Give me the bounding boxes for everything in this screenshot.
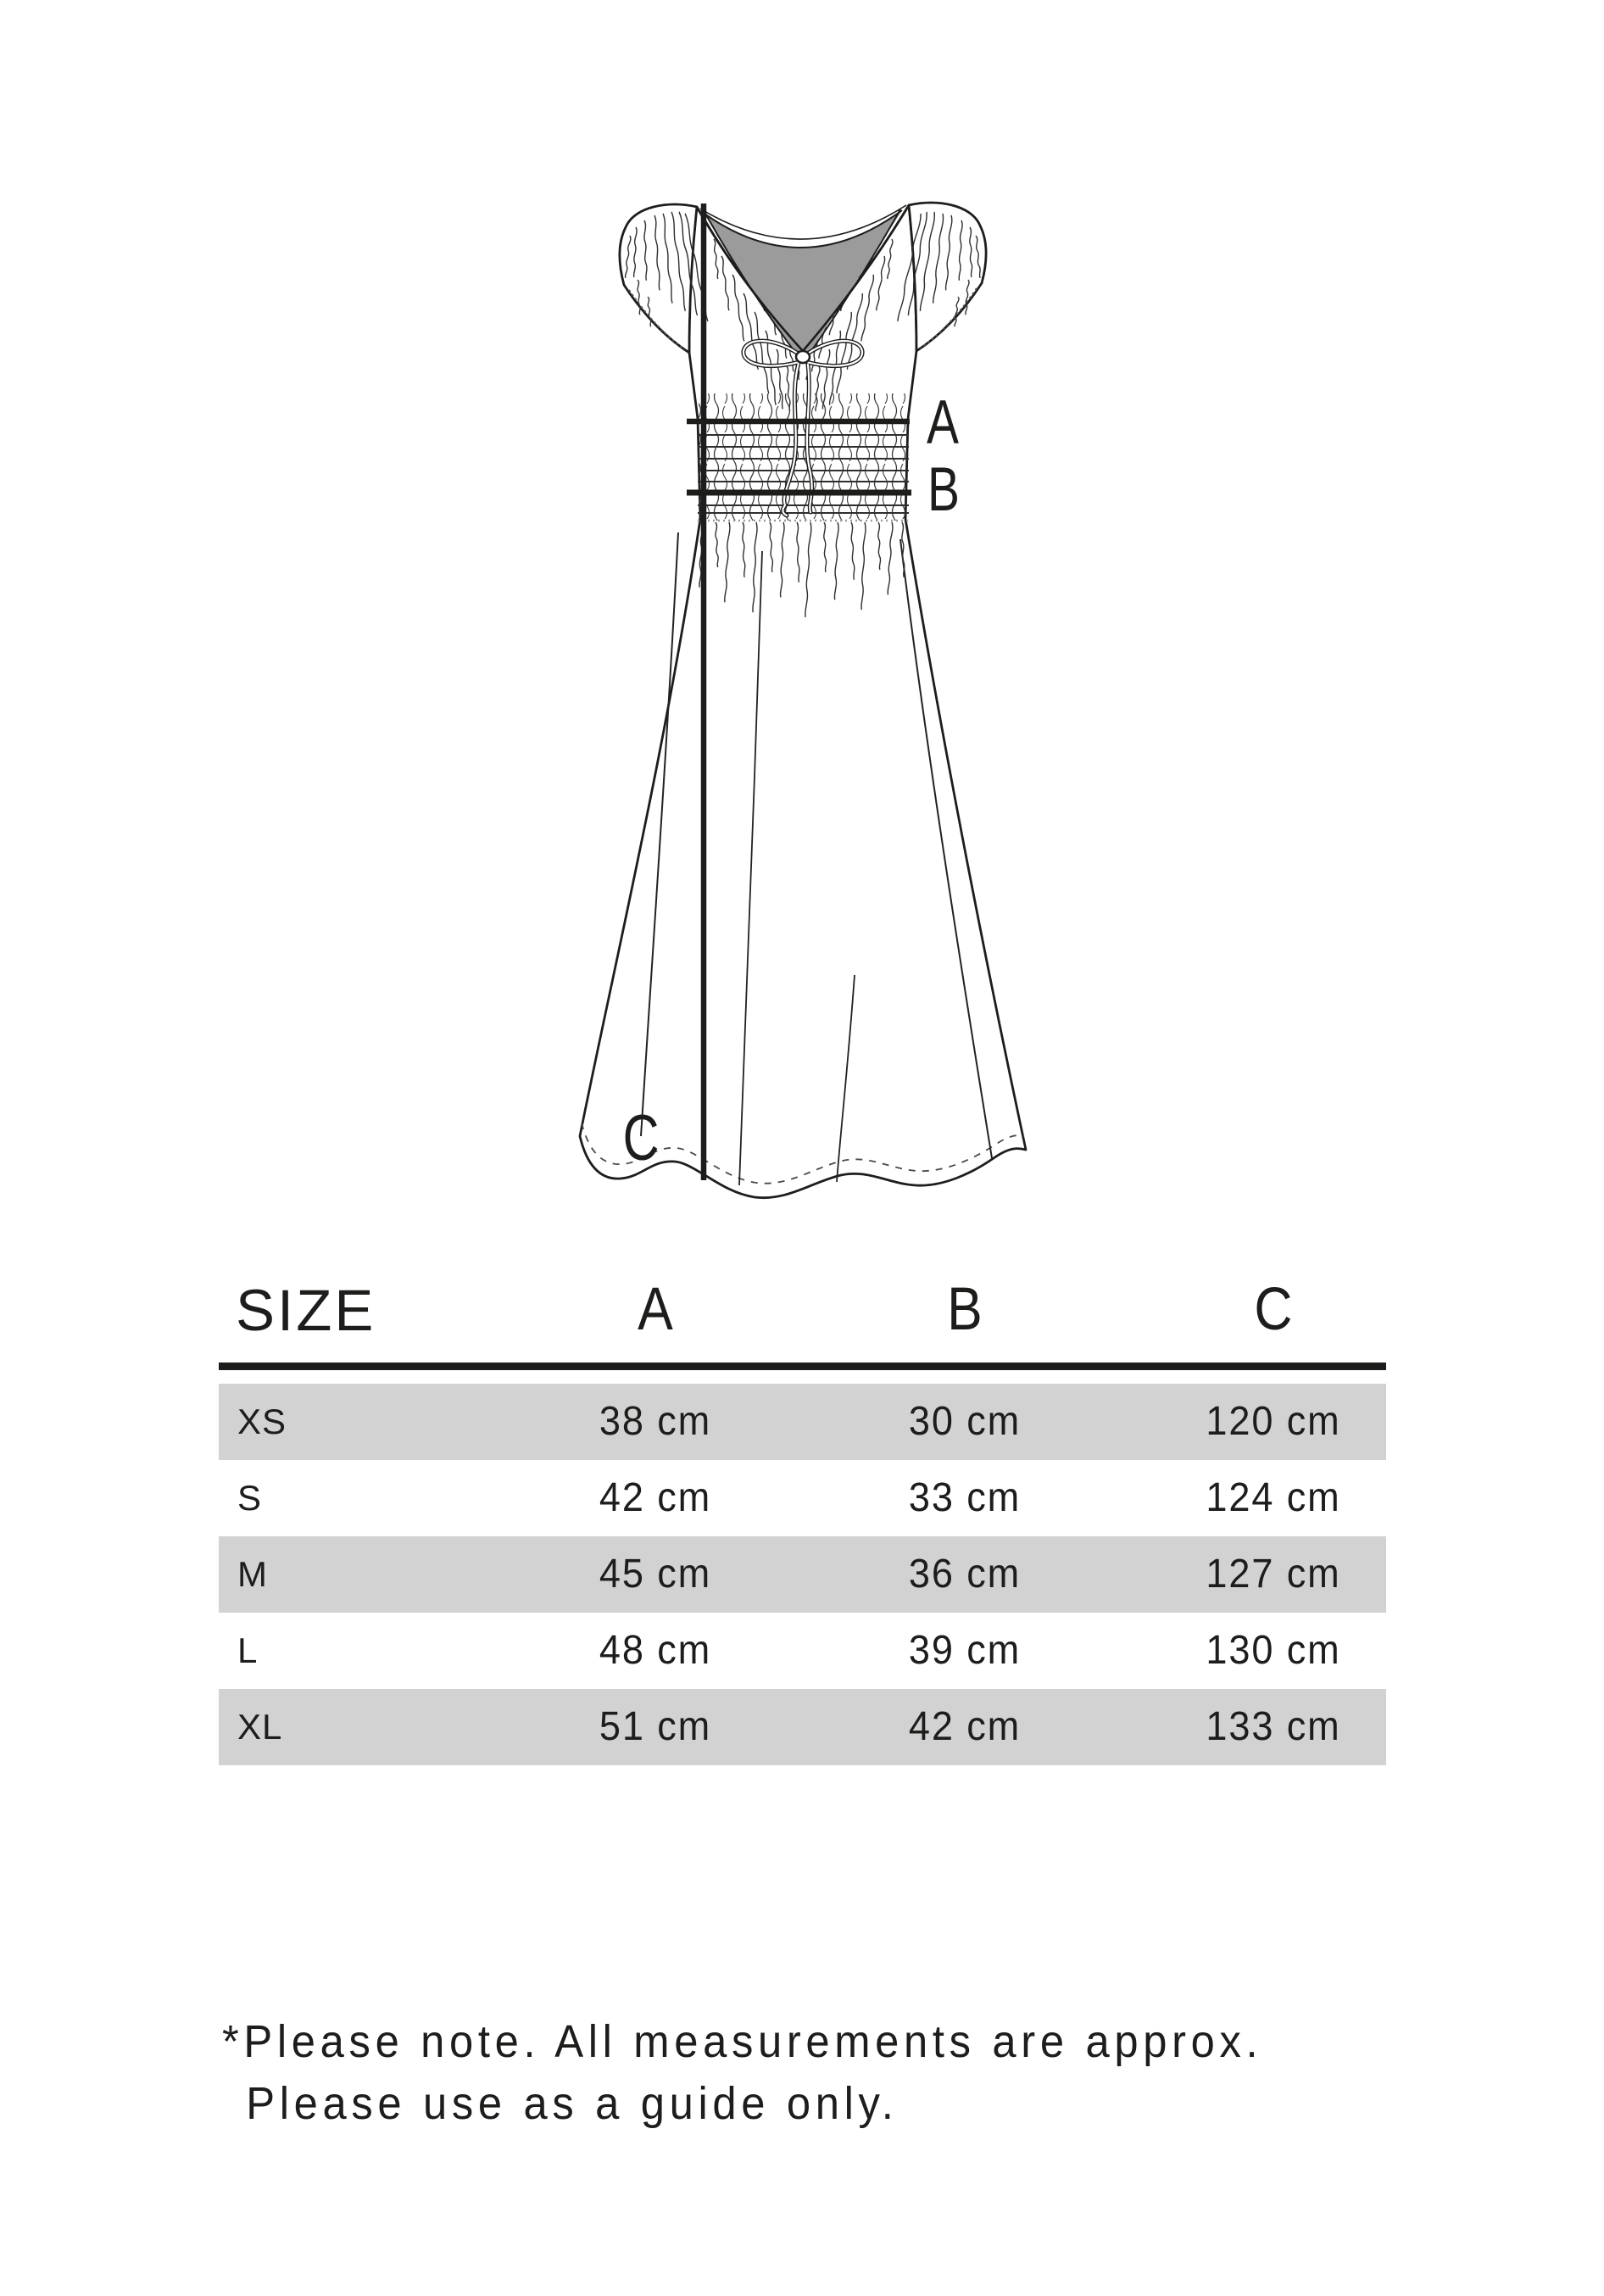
column-header-size: SIZE (236, 1278, 376, 1343)
measurements-note (222, 2011, 1329, 2135)
measurement-a: 42 cm (599, 1475, 712, 1520)
table-row-xl (219, 1689, 1386, 1765)
size-label: M (237, 1554, 268, 1594)
table-row-s (219, 1460, 1386, 1536)
size-label: XL (237, 1707, 283, 1747)
measurement-b: 42 cm (908, 1704, 1022, 1749)
table-row-m (219, 1536, 1386, 1613)
measurement-a: 45 cm (599, 1552, 712, 1597)
note-line-1: *Please note. All measurements are approx. (222, 2016, 1263, 2067)
measurement-b: 33 cm (908, 1475, 1022, 1520)
size-table-rows (219, 1384, 1386, 1765)
size-table (219, 1272, 1386, 1765)
measurement-a: 48 cm (599, 1628, 712, 1673)
measurement-c: 127 cm (1206, 1552, 1341, 1597)
column-header-a: A (638, 1276, 673, 1343)
dress-technical-drawing (543, 182, 1068, 1225)
size-label: S (237, 1478, 263, 1518)
measurement-a: 38 cm (599, 1399, 712, 1444)
header-divider (219, 1363, 1386, 1370)
measurement-c: 130 cm (1206, 1628, 1341, 1673)
size-label: XS (237, 1402, 287, 1441)
table-row-xs (219, 1384, 1386, 1460)
table-row-l (219, 1613, 1386, 1689)
measurement-c: 120 cm (1206, 1399, 1341, 1444)
measurement-c: 124 cm (1206, 1475, 1341, 1520)
note-line-2: Please use as a guide only. (246, 2078, 899, 2129)
measurement-label-b: B (927, 454, 960, 524)
column-header-c: C (1254, 1276, 1293, 1343)
size-table-header (219, 1272, 1386, 1363)
measurement-label-c: C (622, 1101, 660, 1174)
size-label: L (237, 1630, 259, 1670)
measurement-b: 30 cm (908, 1399, 1022, 1444)
measurement-label-a: A (927, 387, 959, 457)
measurement-c: 133 cm (1206, 1704, 1341, 1749)
column-header-b: B (947, 1276, 983, 1343)
measurement-b: 39 cm (908, 1628, 1022, 1673)
measurement-b: 36 cm (908, 1552, 1022, 1597)
measurement-a: 51 cm (599, 1704, 712, 1749)
